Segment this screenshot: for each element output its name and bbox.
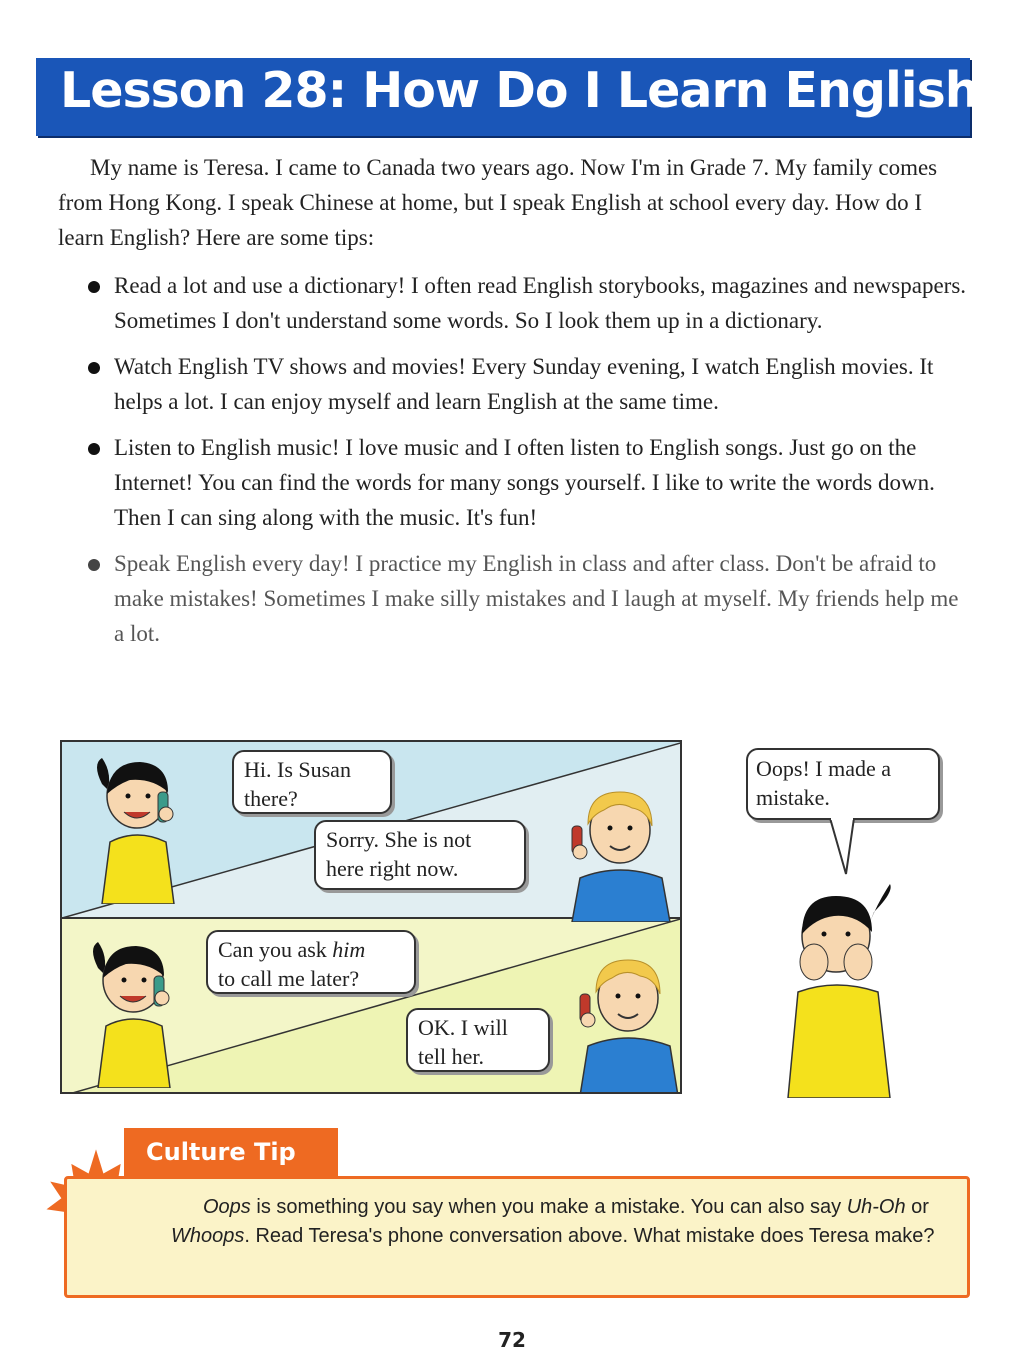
speech-bubble-boy-1 (314, 820, 526, 890)
tip-keyword: Whoops (171, 1225, 245, 1247)
lesson-title-bar (36, 58, 1007, 136)
speech-bubble-girl-2 (206, 930, 416, 994)
tip-item (88, 430, 968, 535)
culture-tip-label (124, 1128, 338, 1178)
culture-tip-label-text: Culture Tip (146, 1138, 296, 1166)
bubble-line: tell her. (418, 1044, 484, 1069)
tip-body: or (905, 1196, 929, 1218)
girl-on-phone-figure (82, 754, 192, 904)
tip-text: Listen to English music! I love music and I often listen to English songs. Just go on the Internet! You can find the words for many songs yourself. I like to write the words down. Then I can sing along with the music. It's fun! (114, 435, 935, 530)
page-number: 72 (498, 1328, 526, 1352)
tip-text: Watch English TV shows and movies! Every Sunday evening, I watch English movies. It helps a lot. I can enjoy myself and learn English at the same time. (114, 354, 934, 414)
tip-text: Speak English every day! I practice my English in class and after class. Don't be afraid to make mistakes! Sometimes I make silly mistakes and I laugh at myself. My friends help me a lot. (114, 551, 959, 646)
tips-list (88, 268, 968, 662)
boy-on-phone-figure (566, 950, 682, 1094)
bubble-line: OK. I will (418, 1015, 508, 1040)
tip-body: . Read Teresa's phone conversation above. What mistake does Teresa make? (244, 1225, 935, 1247)
oops-speech-bubble: Oops! I made a mistake. (746, 748, 940, 820)
girl-covering-mouth-figure (774, 882, 906, 1098)
culture-tip-text (171, 1193, 941, 1251)
tip-keyword: Uh-Oh (846, 1196, 906, 1218)
speech-bubble-girl-1 (232, 750, 392, 814)
bullet-icon (88, 362, 100, 374)
bubble-text: Can you ask (218, 937, 333, 962)
tip-body: is something you say when you make a mistake. You can also say (250, 1196, 847, 1218)
bubble-line (218, 935, 404, 964)
phone-comic (60, 740, 682, 1094)
tip-item (88, 546, 968, 651)
bullet-icon (88, 443, 100, 455)
culture-tip-box (64, 1176, 970, 1298)
bullet-icon (88, 559, 100, 571)
intro-paragraph: My name is Teresa. I came to Canada two years ago. Now I'm in Grade 7. My family comes from Hong Kong. I speak Chinese at home, but I speak English at school every day. How do I learn English? Here are some tips: (58, 155, 938, 250)
tip-text: Read a lot and use a dictionary! I often read English storybooks, magazines and newspapers. Sometimes I don't understand some words. So I look them up in a dictionary. (114, 273, 967, 333)
speech-bubble-boy-2 (406, 1008, 550, 1072)
boy-on-phone-figure (558, 782, 678, 922)
bubble-line: Sorry. She is not (326, 827, 472, 852)
bubble-line: there? (244, 786, 298, 811)
tip-item (88, 349, 968, 419)
bubble-line: to call me later? (218, 966, 360, 991)
bubble-emphasis: him (332, 937, 366, 962)
tip-item (88, 268, 968, 338)
bubble-line: Hi. Is Susan (244, 757, 351, 782)
tip-keyword: Oops (203, 1196, 251, 1218)
lesson-title: Lesson 28: How Do I Learn English? (60, 62, 1007, 119)
bullet-icon (88, 281, 100, 293)
bubble-line: here right now. (326, 856, 459, 881)
girl-on-phone-figure (78, 938, 188, 1088)
speech-tail-icon (828, 818, 858, 876)
